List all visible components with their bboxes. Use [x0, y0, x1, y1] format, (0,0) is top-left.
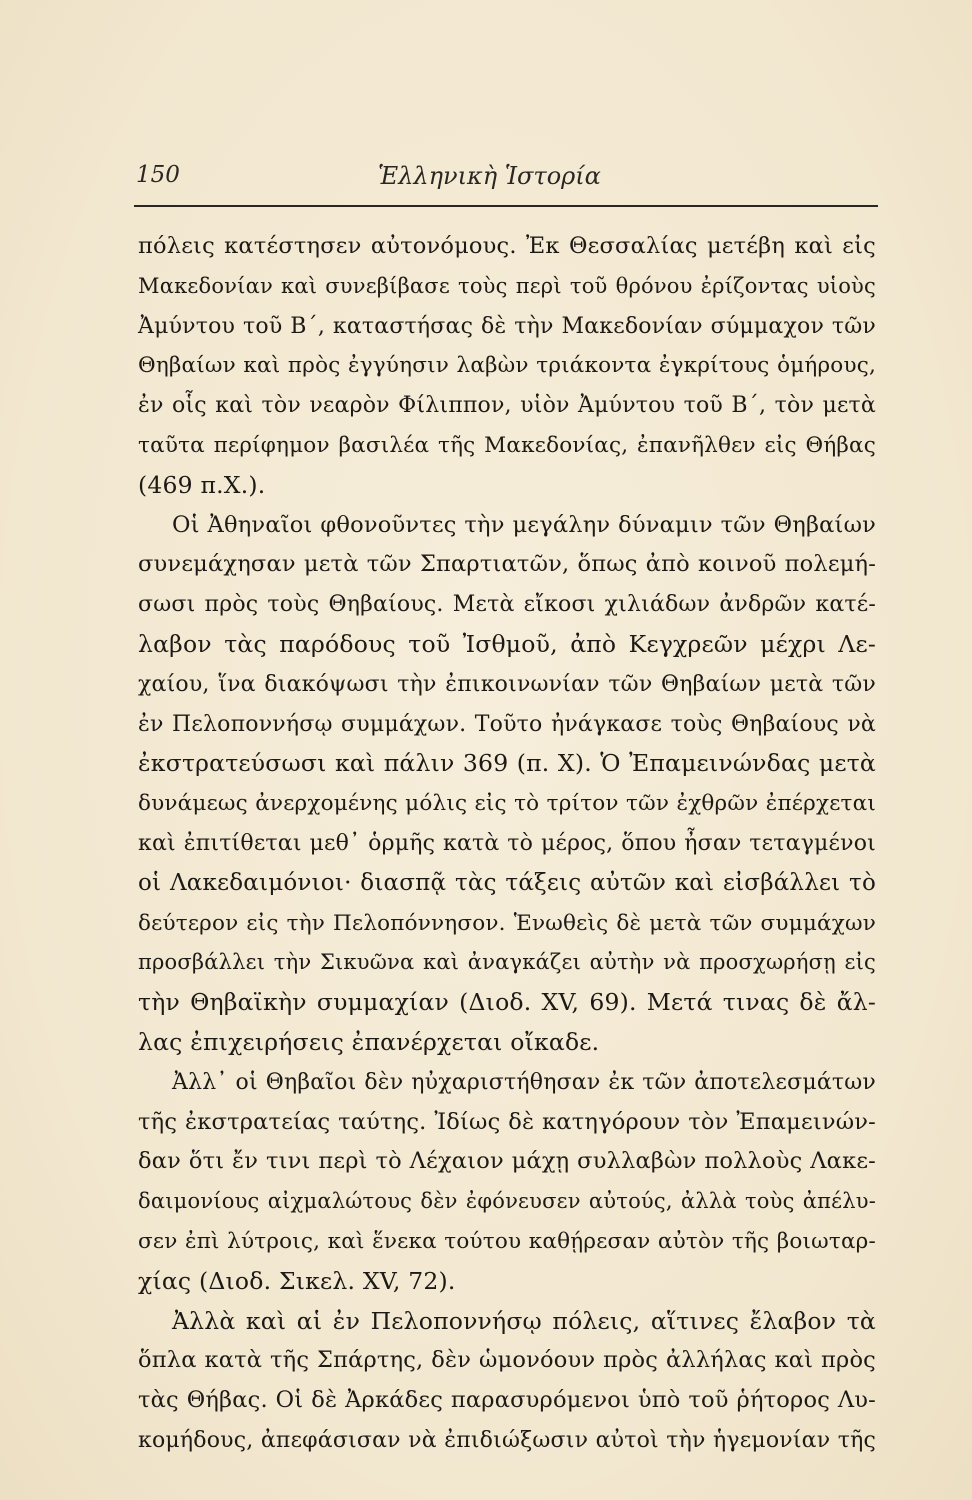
text-line: Μακεδονίαν καὶ συνεβίβασε τοὺς περὶ τοῦ θρόνου ἐρίζοντας υἱοὺς: [138, 273, 876, 298]
text-line: Οἱ Ἀθηναῖοι φθονοῦντες τὴν μεγάλην δύναμιν τῶν Θηβαίων: [172, 511, 876, 538]
text-line: πόλεις κατέστησεν αὐτονόμους. Ἐκ Θεσσαλίας μετέβη καὶ εἰς: [138, 233, 876, 259]
page-header: [132, 160, 880, 200]
text-line: δαιμονίους αἰχμαλώτους δὲν ἐφόνευσεν αὐτούς, ἀλλὰ τοὺς ἀπέλυ-: [138, 1189, 876, 1214]
text-line: δυνάμεως ἀνερχομένης μόλις εἰς τὸ τρίτον τῶν ἐχθρῶν ἐπέρχεται: [138, 791, 876, 817]
text-line: δεύτερον εἰς τὴν Πελοπόννησον. Ἑνωθεὶς δὲ μετὰ τῶν συμμάχων: [138, 910, 876, 936]
text-line: λας ἐπιχειρήσεις ἐπανέρχεται οἴκαδε.: [138, 1027, 600, 1056]
text-line: ἐκστρατεύσωσι καὶ πάλιν 369 (π. Χ). Ὁ Ἐπαμεινώνδας μετὰ: [138, 749, 876, 778]
text-line: τὰς Θήβας. Οἱ δὲ Ἀρκάδες παρασυρόμενοι ὑπὸ τοῦ ῥήτορος Λυ-: [138, 1387, 876, 1414]
running-title: Ἑλληνικὴ Ἱστορία: [378, 162, 601, 190]
text-line: κομήδους, ἀπεφάσισαν νὰ ἐπιδιώξωσιν αὐτοὶ τὴν ἡγεμονίαν τῆς: [138, 1427, 876, 1453]
text-line: Ἀμύντου τοῦ Β΄, καταστήσας δὲ τὴν Μακεδονίαν σύμμαχον τῶν: [138, 313, 876, 339]
text-line: σεν ἐπὶ λύτροις, καὶ ἕνεκα τούτου καθῄρεσαν αὐτὸν τῆς βοιωταρ-: [138, 1228, 876, 1254]
text-line: τὴν Θηβαϊκὴν συμμαχίαν (Διοδ. XV, 69). Μετά τινας δὲ ἄλ-: [138, 988, 876, 1017]
text-line: ὅπλα κατὰ τῆς Σπάρτης, δὲν ὡμονόουν πρὸς ἀλλήλας καὶ πρὸς: [138, 1347, 876, 1374]
header-rule: [134, 205, 878, 207]
text-line: λαβον τὰς παρόδους τοῦ Ἰσθμοῦ, ἀπὸ Κεγχρεῶν μέχρι Λε-: [138, 629, 876, 658]
text-line: χίας (Διοδ. Σικελ. XV, 72).: [138, 1266, 456, 1295]
text-line: Θηβαίων καὶ πρὸς ἐγγύησιν λαβὼν τριάκοντα ἐγκρίτους ὁμήρους,: [138, 353, 876, 379]
text-line: (469 π.Χ.).: [138, 470, 266, 499]
page-number: 150: [136, 162, 180, 188]
text-line: συνεμάχησαν μετὰ τῶν Σπαρτιατῶν, ὅπως ἀπὸ κοινοῦ πολεμή-: [138, 551, 876, 578]
text-line: Ἀλλ᾽ οἱ Θηβαῖοι δὲν ηὐχαριστήθησαν ἐκ τῶν ἀποτελεσμάτων: [172, 1069, 876, 1095]
text-line: χαίου, ἵνα διακόψωσι τὴν ἐπικοινωνίαν τῶν Θηβαίων μετὰ τῶν: [138, 671, 876, 697]
text-line: τῆς ἐκστρατείας ταύτης. Ἰδίως δὲ κατηγόρουν τὸν Ἐπαμεινών-: [138, 1108, 876, 1135]
text-line: ταῦτα περίφημον βασιλέα τῆς Μακεδονίας, ἐπανῆλθεν εἰς Θήβας: [138, 432, 876, 458]
text-line: δαν ὅτι ἔν τινι περὶ τὸ Λέχαιον μάχῃ συλλαβὼν πολλοὺς Λακε-: [138, 1148, 876, 1175]
text-line: Ἀλλὰ καὶ αἱ ἐν Πελοποννήσῳ πόλεις, αἵτινες ἔλαβον τὰ: [172, 1306, 876, 1335]
body-text: [138, 227, 876, 1461]
text-line: οἱ Λακεδαιμόνιοι· διασπᾷ τὰς τάξεις αὐτῶν καὶ εἰσβάλλει τὸ: [138, 869, 876, 896]
text-line: ἐν Πελοποννήσῳ συμμάχων. Τοῦτο ἠνάγκασε τοὺς Θηβαίους νὰ: [138, 711, 876, 737]
text-line: καὶ ἐπιτίθεται μεθ᾽ ὁρμῆς κατὰ τὸ μέρος, ὅπου ἦσαν τεταγμένοι: [138, 830, 876, 856]
text-line: ἐν οἷς καὶ τὸν νεαρὸν Φίλιππον, υἱὸν Ἀμύντου τοῦ Β΄, τὸν μετὰ: [138, 393, 876, 419]
text-line: σωσι πρὸς τοὺς Θηβαίους. Μετὰ εἴκοσι χιλιάδων ἀνδρῶν κατέ-: [138, 592, 876, 618]
text-line: προσβάλλει τὴν Σικυῶνα καὶ ἀναγκάζει αὐτὴν νὰ προσχωρήσῃ εἰς: [138, 950, 876, 975]
